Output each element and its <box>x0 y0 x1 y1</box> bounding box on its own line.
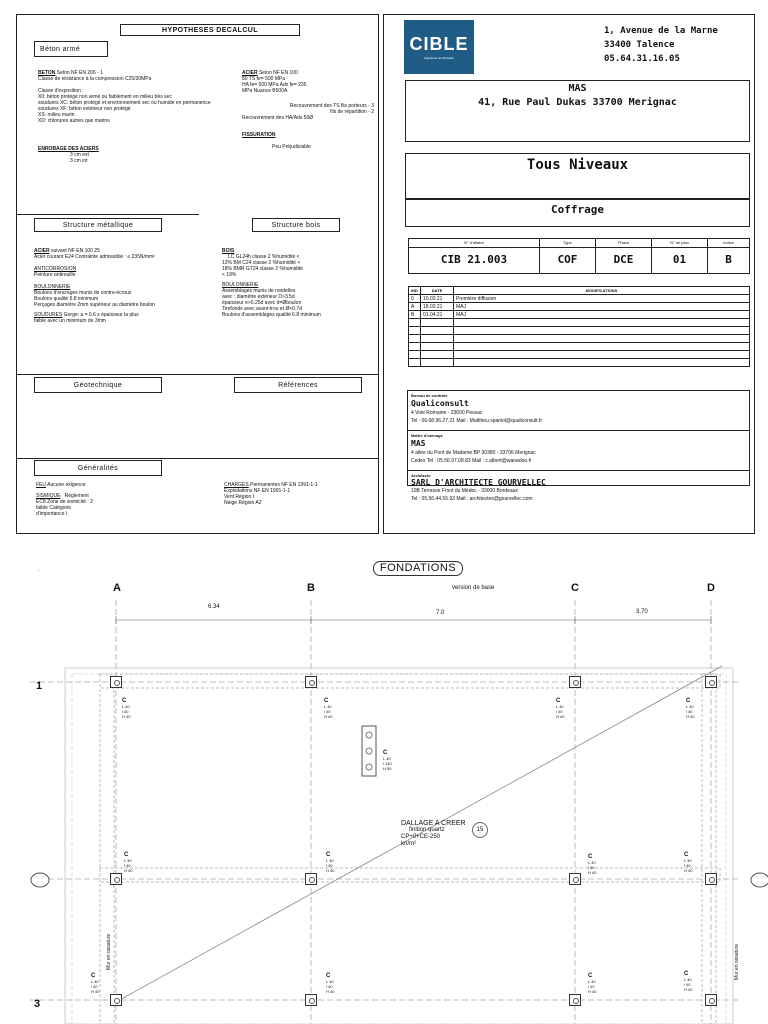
grid-column-B: B <box>307 582 315 594</box>
foundation-plan-drawing <box>0 540 768 1024</box>
company-address <box>604 24 718 66</box>
boulonnerie-b-line: Boulons d'assemblages qualité 6.8 minimum <box>222 312 321 318</box>
enrobage-line: 3 cm ext <box>70 152 89 158</box>
dimension-AB: 6.34 <box>208 604 220 610</box>
footing-label: C L 40 l 40 H 40 <box>326 852 335 873</box>
footing-C3 <box>569 994 581 1006</box>
moa-line: Cedex Tel : 05.56.97.08.83 Mail : c.albert@wanadoo.fr <box>411 458 532 464</box>
rev-modif: MAJ <box>454 311 750 319</box>
recouvrement-line: fils de répartition - 2 <box>330 109 374 115</box>
enrobage-label: ENROBAGE DES ACIERS <box>38 146 99 152</box>
beton-line: Classe de résistance à la compression C25/30MPa <box>38 76 152 82</box>
boulonnerie-b-line: épaisseur e>0.25d avec d=Øboulon <box>222 300 302 306</box>
footing-label: C L 40 l 40 H 40 <box>556 698 565 719</box>
acier-s-label: ACIER <box>34 248 50 254</box>
subject-box <box>405 199 750 227</box>
boulonnerie-b-line: Assemblages munis de rondelles <box>222 288 296 294</box>
meta-value-type: COF <box>557 253 578 266</box>
sismique-label: SISMIQUE <box>36 493 61 499</box>
bureau-line: Tel : 06.68.96.27.21 Mail : Matthieu.spaniol@qualiconsult.fr <box>411 418 542 424</box>
rev-ind: 0 <box>409 295 421 303</box>
subject-title: Coffrage <box>551 203 604 216</box>
client-name: MAS <box>568 83 587 94</box>
meta-header: Indice <box>723 240 734 245</box>
bois-line: < 18% <box>222 272 237 278</box>
level-box <box>405 153 750 199</box>
address-line: 33400 Talence <box>604 40 675 50</box>
acier-label: ACIER <box>242 70 258 76</box>
boulonnerie-line: Perçages diamètre 2mm supérieur au diamètre boulon <box>34 302 155 308</box>
table-row <box>409 295 750 303</box>
table-row <box>409 351 750 359</box>
acier-section <box>242 70 307 94</box>
table-row <box>409 359 750 367</box>
logo-text: CIBLE <box>409 34 469 54</box>
acier-line: 80 TS fe= 500 MPa <box>242 76 286 82</box>
charges-line: Vent Région I <box>224 494 255 500</box>
references-title: Références <box>234 377 362 393</box>
beton-section <box>38 70 211 124</box>
grid-row-1: 1 <box>36 680 43 692</box>
moa-section <box>411 433 536 464</box>
footing-label: C L 40 l 40 H 40 <box>124 852 133 873</box>
recouvrement-line: Recouvrement des HA/Adx 50Ø <box>242 115 314 121</box>
moa-name: MAS <box>411 439 426 448</box>
client-address: 41, Rue Paul Dukas 33700 Merignac <box>478 97 677 108</box>
footing-A1 <box>110 676 122 688</box>
boulonnerie-b-label: BOULONNERIE <box>222 282 259 288</box>
soudures-label: SOUDURES <box>34 312 63 318</box>
charges-line: Exploitations NF EN 1991-1-1 <box>224 488 291 494</box>
bois-section <box>222 248 321 318</box>
bureau-name: Qualiconsult <box>411 399 469 408</box>
grid-row-3: 3 <box>34 998 41 1010</box>
dallage-line: CP+0+CE-250 <box>401 834 441 840</box>
charges-section <box>224 482 318 506</box>
rev-ind: A <box>409 303 421 311</box>
rev-modif: MAJ <box>454 303 750 311</box>
boulonnerie-label: BOULONNERIE <box>34 284 71 290</box>
hypotheses-title: HYPOTHESES DECALCUL <box>120 24 300 36</box>
rev-date: 10.03.21 <box>421 295 454 303</box>
stakeholder-divider <box>407 470 750 471</box>
footing-label: C L 40 l 40 H 40 <box>684 971 693 992</box>
moa-line: 4 allée du Pont de Madame BP 30380 - 33706 Merignac <box>411 450 536 456</box>
beton-line: soudures XF: béton extérieur non protégé <box>38 106 131 112</box>
beton-norm: Selon NF EN 206 - 1 <box>55 70 103 76</box>
enrobage-section <box>38 146 99 164</box>
plan-version: version de base <box>452 585 495 591</box>
dimension-BC: 7.0 <box>436 610 445 616</box>
footing-B2 <box>305 873 317 885</box>
rev-modif: Première diffusion <box>454 295 750 303</box>
generalites-left <box>36 482 93 517</box>
archi-name: SARL D'ARCHITECTE GOURVELLEC <box>411 478 546 487</box>
structure-metal-title: Structure métallique <box>34 218 162 232</box>
rev-date: 18.03.21 <box>421 303 454 311</box>
footing-B3 <box>305 994 317 1006</box>
charges-line: Neige Région A2 <box>224 500 262 506</box>
acier-norm: Selon NF EN 100 <box>257 70 298 76</box>
panel-divider <box>16 214 199 215</box>
mur-ossature-right: Mur en ossature <box>734 943 740 980</box>
logo-subtitle: Ingénierie de l'Existant <box>423 56 455 60</box>
footing-label: C L 40 l 40 H 40 <box>324 698 333 719</box>
boulonnerie-b-line: Tirefonds avec avant-trou et Ø<0.7d <box>222 306 302 312</box>
table-row <box>409 343 750 351</box>
bois-line: LC GL24h classe 2 %humidité < <box>228 254 300 260</box>
meta-header: N° d'affaire <box>464 240 484 245</box>
archi-line: Tel : 05.56.44.55.93 Mail : architectes@gourvellec.com <box>411 496 533 502</box>
meta-value-affaire: CIB 21.003 <box>440 253 508 266</box>
meta-value-phase: DCE <box>613 253 634 266</box>
footing-label: C L 40 l 40 H 40 <box>684 852 693 873</box>
revisions-table <box>408 286 750 367</box>
dallage-marker: 15 <box>472 822 488 838</box>
beton-line: Classe d'exposition : <box>38 88 84 94</box>
client-box <box>405 80 750 142</box>
soudures-line: Gorge: a = 0.6 x épaisseur la plus <box>62 312 139 318</box>
structure-bois-title: Structure bois <box>252 218 340 232</box>
meta-value-indice: B <box>725 253 732 266</box>
stakeholder-divider <box>407 430 750 431</box>
acier-s-norm: suivant NF EN 100 25 <box>49 248 100 254</box>
footing-C1 <box>569 676 581 688</box>
footing-label: C L 40 l 40 H 40 <box>122 698 131 719</box>
footing-label: C L 40 l 40 H 40 <box>686 698 695 719</box>
charges-label: CHARGES <box>224 482 249 488</box>
meta-header: Type <box>563 240 572 245</box>
footing-label: C L 40 l 40 H 40 <box>326 973 335 994</box>
charges-line: Permanentes NF EN 1991-1-1 <box>248 482 318 488</box>
anticorrosion-label: ANTICORROSION <box>34 266 77 272</box>
footing-label: C L 40 l 40 H 40 <box>91 973 100 994</box>
address-line: 05.64.31.16.05 <box>604 54 680 64</box>
rev-date: 01.04.21 <box>421 311 454 319</box>
boulonnerie-line: Boulons d'encrages munis de contre-écrous <box>34 290 132 296</box>
metal-section <box>34 248 155 324</box>
bureau-section <box>411 393 542 424</box>
archi-line: 10B Terrasse Front du Médoc - 33000 Bordeaux <box>411 488 518 494</box>
boulonnerie-b-line: avec : diamètre extérieur D>3.5d <box>222 294 295 300</box>
table-row <box>409 311 750 319</box>
boulonnerie-line: Boulons qualité 6.8 minimum <box>34 296 99 302</box>
sismique-line: Règlement <box>64 493 89 499</box>
bois-line: 18% BMR GT24 classe 2 %humidité <box>222 266 303 272</box>
address-line: 1, Avenue de la Marne <box>604 26 718 36</box>
rev-header: DATE <box>421 287 454 295</box>
moa-label: Maître d'ouvrage <box>411 433 443 438</box>
enrobage-line: 3 cm int <box>70 158 88 164</box>
fissuration-value: Peu Préjudiciable <box>272 144 311 150</box>
grid-column-D: D <box>707 582 715 594</box>
beton-line: XD: chlorures autres que marins <box>38 118 110 124</box>
fissuration-section <box>242 132 311 150</box>
plan-marker: · <box>38 568 40 574</box>
dallage-note <box>401 820 466 848</box>
footing-D2 <box>705 873 717 885</box>
footing-C2 <box>569 873 581 885</box>
bois-label: BOIS <box>222 248 235 254</box>
table-row <box>409 335 750 343</box>
rev-header: MODIFICATIONS <box>454 287 750 295</box>
soudures-line: faible avec un minimum de 3mm <box>34 318 106 324</box>
recouvrement-line: Recouvrement des TS fils porteurs - 3 <box>289 103 374 109</box>
cible-logo <box>404 20 474 74</box>
mur-ossature-left: Mur en ossature <box>106 933 112 970</box>
dallage-line: DALLAGE A CREER <box>401 820 466 827</box>
generalites-title: Généralités <box>34 460 162 476</box>
rev-ind: B <box>409 311 421 319</box>
table-row <box>409 327 750 335</box>
meta-header: N° de plan <box>670 240 689 245</box>
precast-element-label: C L 40 l 140 H 50 <box>383 750 392 771</box>
feu-value: Aucune exigence <box>46 482 86 488</box>
sismique-line: faible Catégorie <box>36 505 72 511</box>
rev-header: IND <box>409 287 421 295</box>
dallage-line: finition quartz <box>409 827 445 833</box>
archi-section <box>411 473 546 503</box>
bureau-line: 4 Voie Romaine - 33600 Pessac <box>411 410 483 416</box>
geotechnique-title: Géotechnique <box>34 377 162 393</box>
acier-s-line: Acier courant E24 Contrainte admissible : ≤ 235N/mm² <box>34 254 155 260</box>
feu-label: FEU <box>36 482 46 488</box>
beton-line: XS: milieu marin <box>38 112 75 118</box>
grid-column-C: C <box>571 582 579 594</box>
plan-title: FONDATIONS <box>373 561 463 576</box>
recouvrement-section <box>242 103 374 121</box>
panel-divider <box>16 458 379 459</box>
footing-label: C L 40 l 40 H 40 <box>588 854 597 875</box>
acier-line: HA fe= 500 MPa Adx fe= 235 <box>242 82 307 88</box>
bureau-label: Bureau de contrôle <box>411 393 448 398</box>
footing-A2 <box>110 873 122 885</box>
beton-arme-title: Béton armé <box>34 41 108 57</box>
footing-B1 <box>305 676 317 688</box>
meta-header: Phase <box>617 240 630 245</box>
archi-label: Architecte <box>411 473 431 478</box>
level-title: Tous Niveaux <box>526 157 629 173</box>
revisions-header-row <box>409 287 750 295</box>
dimension-CD: 3.70 <box>636 609 648 615</box>
bois-line: 12% BM C24 classe 2 %humidité < <box>222 260 301 266</box>
meta-table <box>408 238 750 274</box>
meta-value-plan: 01 <box>672 253 687 266</box>
table-row <box>409 303 750 311</box>
footing-A3 <box>110 994 122 1006</box>
panel-divider <box>16 374 379 375</box>
beton-label: BETON <box>38 70 56 76</box>
beton-line: soudures XC: béton protégé et environnement sec ou humide en permanence <box>38 100 211 106</box>
footing-D1 <box>705 676 717 688</box>
footing-label: C L 40 l 40 H 40 <box>588 973 597 994</box>
acier-line: MPa Nuance B500A <box>242 88 288 94</box>
sismique-line: EC8 Zone de sismicité : 2 <box>36 499 93 505</box>
table-row <box>409 319 750 327</box>
fissuration-label: FISSURATION <box>242 132 276 138</box>
grid-column-A: A <box>113 582 121 594</box>
dallage-line: kn/m² <box>401 841 416 847</box>
anticorrosion-line: Peinture antirouille <box>34 272 76 278</box>
footing-D3 <box>705 994 717 1006</box>
beton-line: X0: béton protégé non armé ou faiblement en milieu très sec <box>38 94 172 100</box>
sismique-line: d'importance I <box>36 511 68 517</box>
